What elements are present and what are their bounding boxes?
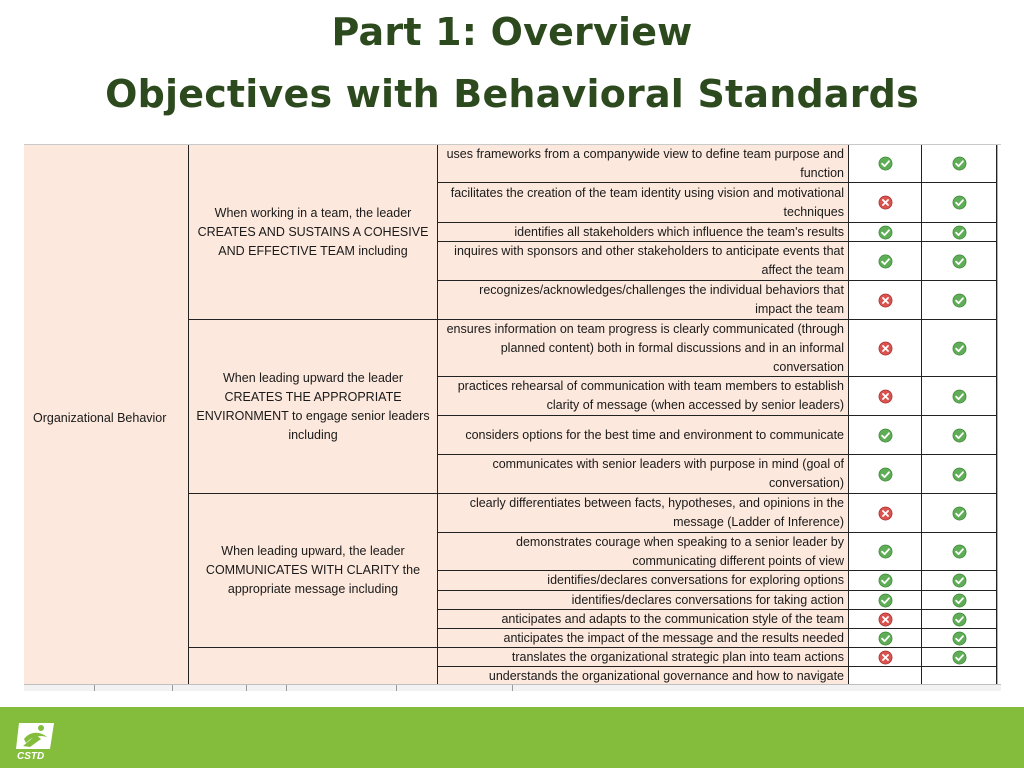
theme-cell[interactable] [189,145,438,320]
assessment-2-cell[interactable] [922,610,997,629]
check-circle-icon [878,156,893,171]
assessment-2-cell[interactable] [922,648,997,667]
spreadsheet-area [24,144,1001,691]
check-circle-icon [878,631,893,646]
footer-bar [0,707,1024,768]
check-circle-icon [952,254,967,269]
behavior-cell[interactable] [438,320,849,377]
behavior-cell[interactable] [438,494,849,533]
x-circle-icon [878,612,893,627]
check-circle-icon [878,544,893,559]
check-circle-icon [878,428,893,443]
behavior-cell[interactable] [438,571,849,591]
cstd-logo [14,719,58,761]
assessment-2-cell[interactable] [922,183,997,223]
x-circle-icon [878,389,893,404]
behavior-cell[interactable] [438,242,849,281]
check-circle-icon [952,467,967,482]
x-circle-icon [878,650,893,665]
behavior-text: communicates with senior leaders with purpose in mind (goal of conversation) [492,457,844,490]
behavior-text: inquires with sponsors and other stakeholders to anticipate events that affect the team [454,244,844,277]
assessment-2-cell[interactable] [922,223,997,242]
assessment-1-cell[interactable] [849,145,922,183]
check-circle-icon [878,225,893,240]
behavior-cell[interactable] [438,281,849,320]
behavior-text: understands the organizational governance and how to navigate [488,669,844,683]
assessment-2-cell[interactable] [922,242,997,281]
behavior-cell[interactable] [438,145,849,183]
theme-text: When leading upward, the leader COMMUNICATES WITH CLARITY the appropriate message including [205,544,421,596]
x-circle-icon [878,195,893,210]
sheet-tab-bar[interactable] [24,684,1001,691]
behavior-cell[interactable] [438,223,849,242]
behavior-cell[interactable] [438,629,849,648]
behavior-cell[interactable] [438,610,849,629]
check-circle-icon [952,156,967,171]
behavior-text: identifies/declares conversations for exploring options [547,573,844,587]
check-circle-icon [952,593,967,608]
check-circle-icon [952,225,967,240]
behavior-text: identifies all stakeholders which influence the team's results [514,224,844,239]
behavior-text: translates the organizational strategic plan into team actions [511,649,844,664]
behavior-cell[interactable] [438,533,849,571]
behavior-text: anticipates the impact of the message and the results needed [503,630,844,645]
check-circle-icon [878,254,893,269]
assessment-1-cell[interactable] [849,320,922,377]
assessment-2-cell[interactable] [922,494,997,533]
check-circle-icon [952,195,967,210]
check-circle-icon [878,573,893,588]
check-circle-icon [952,341,967,356]
check-circle-icon [952,544,967,559]
assessment-1-cell[interactable] [849,183,922,223]
check-circle-icon [878,593,893,608]
behavior-text: recognizes/acknowledges/challenges the individual behaviors that impact the team [479,283,844,316]
domain-cell[interactable] [24,145,189,691]
theme-cell[interactable] [189,494,438,648]
assessment-1-cell[interactable] [849,629,922,648]
behavior-cell[interactable] [438,648,849,667]
assessment-2-cell[interactable] [922,571,997,591]
behavior-cell[interactable] [438,377,849,416]
check-circle-icon [952,631,967,646]
assessment-1-cell[interactable] [849,377,922,416]
logo-text: CSTD [17,751,45,761]
assessment-2-cell[interactable] [922,320,997,377]
assessment-2-cell[interactable] [922,629,997,648]
assessment-1-cell[interactable] [849,416,922,455]
assessment-2-cell[interactable] [922,145,997,183]
assessment-1-cell[interactable] [849,571,922,591]
check-circle-icon [952,612,967,627]
check-circle-icon [952,506,967,521]
check-circle-icon [952,293,967,308]
x-circle-icon [878,506,893,521]
assessment-1-cell[interactable] [849,591,922,610]
check-circle-icon [952,389,967,404]
behavior-text: demonstrates courage when speaking to a senior leader by communicating different points of view [516,534,844,568]
check-circle-icon [878,467,893,482]
behavior-cell[interactable] [438,183,849,223]
x-circle-icon [878,341,893,356]
slide-title: Part 1: Overview [331,10,693,54]
assessment-1-cell[interactable] [849,455,922,494]
theme-text: When leading upward the leader CREATES THE APPROPRIATE ENVIRONMENT to engage senior leaders including [196,370,430,442]
assessment-2-cell[interactable] [922,416,997,455]
assessment-1-cell[interactable] [849,223,922,242]
behavior-text: identifies/declares conversations for taking action [571,592,844,607]
assessment-2-cell[interactable] [922,533,997,571]
theme-cell[interactable] [189,320,438,494]
assessment-1-cell[interactable] [849,533,922,571]
domain-label: Organizational Behavior [33,410,167,425]
behavior-cell[interactable] [438,416,849,455]
behavior-text: considers options for the best time and environment to communicate [465,427,844,442]
column-gridline [997,145,998,691]
check-circle-icon [952,573,967,588]
check-circle-icon [952,650,967,665]
behavior-cell[interactable] [438,591,849,610]
assessment-1-cell[interactable] [849,242,922,281]
behavior-cell[interactable] [438,455,849,494]
behavior-text: practices rehearsal of communication with team members to establish clarity of message (when accessed by senior leaders) [457,379,844,412]
assessment-2-cell[interactable] [922,455,997,494]
assessment-2-cell[interactable] [922,591,997,610]
behavior-text: ensures information on team progress is clearly communicated (through planned content) both in formal discussions and in an informal conversation [446,321,844,374]
assessment-1-cell[interactable] [849,610,922,629]
assessment-1-cell[interactable] [849,281,922,320]
assessment-2-cell[interactable] [922,281,997,320]
check-circle-icon [952,428,967,443]
behavior-text: clearly differentiates between facts, hypotheses, and opinions in the message (Ladder of Inference) [469,496,844,529]
behavior-text: anticipates and adapts to the communication style of the team [501,611,844,626]
assessment-1-cell[interactable] [849,494,922,533]
theme-text: When working in a team, the leader CREATES AND SUSTAINS A COHESIVE AND EFFECTIVE TEAM including [197,205,429,258]
behavior-text: facilitates the creation of the team identity using vision and motivational techniques [450,185,844,219]
behavior-text: uses frameworks from a companywide view to define team purpose and function [446,146,844,180]
assessment-1-cell[interactable] [849,648,922,667]
x-circle-icon [878,293,893,308]
assessment-2-cell[interactable] [922,377,997,416]
slide-subtitle: Objectives with Behavioral Standards [105,72,919,116]
